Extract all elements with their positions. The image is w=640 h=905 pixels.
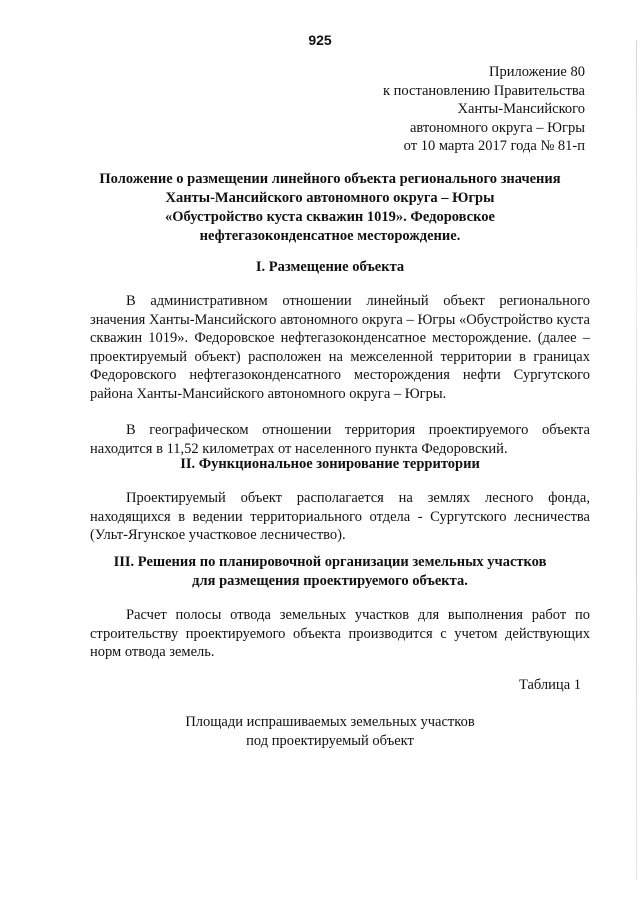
table-title-line: Площади испрашиваемых земельных участков [185, 714, 475, 730]
document-title [60, 170, 600, 246]
section-3-paragraph-1: Расчет полосы отвода земельных участков для выполнения работ по строительству проектируемого объекта производится с учетом действующих норм отвода земель. [90, 607, 590, 660]
title-line: нефтегазоконденсатное месторождение. [199, 228, 461, 244]
appendix-line: автономного округа – Югры [409, 119, 585, 136]
table-label: Таблица 1 [518, 677, 581, 693]
appendix-line: Приложение 80 [489, 64, 585, 80]
section-3-heading-line: для размещения проектируемого объекта. [192, 573, 468, 589]
section-1-heading: I. Размещение объекта [255, 259, 405, 275]
title-line: Положение о размещении линейного объекта регионального значения [99, 171, 561, 187]
section-2-heading: II. Функциональное зонирование территории [180, 456, 480, 472]
table-title [60, 713, 600, 751]
appendix-line: от 10 марта 2017 года № 81-п [403, 138, 585, 155]
appendix-line: к постановлению Правительства [383, 82, 585, 99]
page-number: 925 [308, 32, 332, 48]
section-1-paragraph-1: В административном отношении линейный объект регионального значения Ханты-Мансийского автономного округа – Югры «Обустройство куста скважин 1019». Федоровское нефтегазоконденсатное месторождение. (далее – проектируемый объект) расположен на межселенной территории в границах Федоровского нефтегазоконденсатного месторождения нефти Сургутского района Ханты-Мансийского автономного округа – Югры. [90, 293, 590, 402]
section-1-paragraph-2: В географическом отношении территория проектируемого объекта находится в 11,52 километрах от населенного пункта Федоровский. [90, 422, 590, 457]
title-line: Ханты-Мансийского автономного округа – Югры [165, 190, 495, 206]
section-3-heading-line: III. Решения по планировочной организации земельных участков [113, 554, 547, 570]
title-line: «Обустройство куста скважин 1019». Федоровское [165, 209, 495, 225]
section-3-heading [60, 553, 600, 591]
appendix-block [383, 63, 585, 156]
scan-edge-divider [636, 40, 637, 880]
table-title-line: под проектируемый объект [246, 733, 414, 749]
section-2-paragraph-1: Проектируемый объект располагается на землях лесного фонда, находящихся в ведении территориального отдела - Сургутского лесничества (Ульт-Ягунское участковое лесничество). [90, 490, 590, 543]
appendix-line: Ханты-Мансийского [457, 101, 585, 118]
